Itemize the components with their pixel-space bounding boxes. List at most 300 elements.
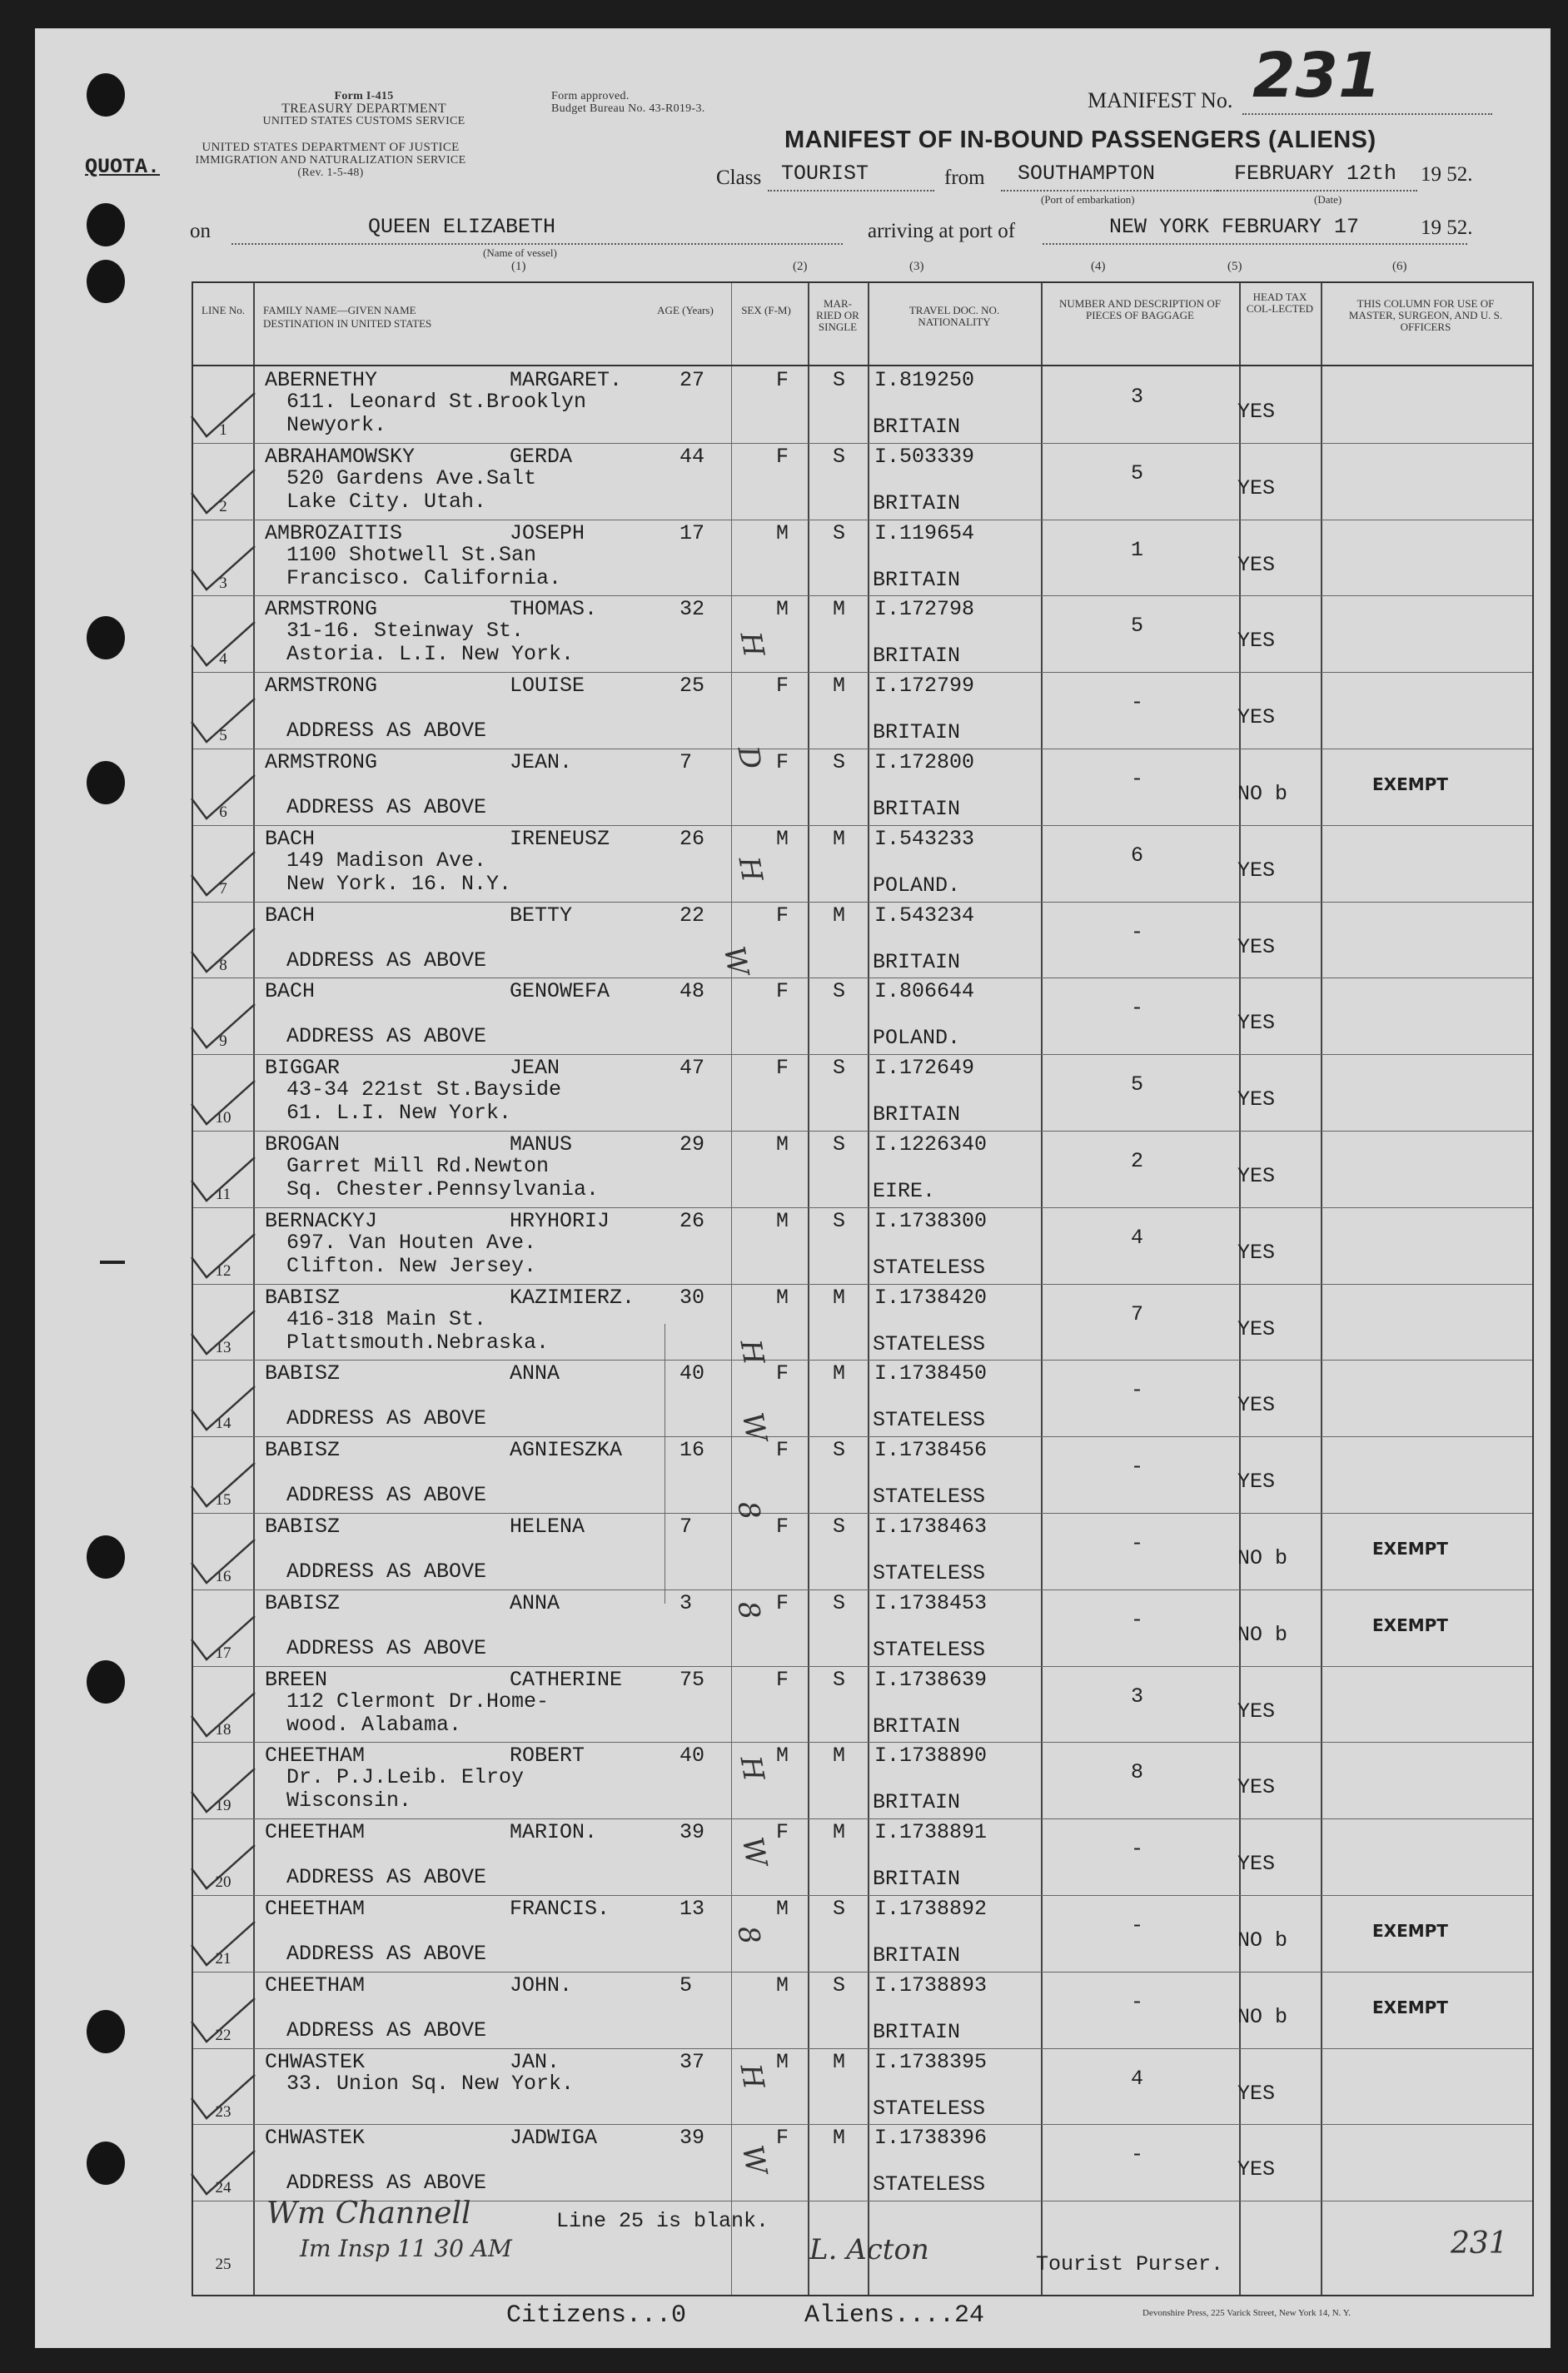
family-name: ABERNETHY xyxy=(265,368,378,392)
address-line-2: ADDRESS AS ABOVE xyxy=(286,948,487,973)
table-row xyxy=(193,978,1532,1054)
header-travel-doc: TRAVEL DOC. NO. NATIONALITY xyxy=(908,304,1000,328)
sex: M xyxy=(776,1973,789,1997)
married-single: M xyxy=(833,1820,846,1845)
travel-doc: I.543233 xyxy=(874,826,975,851)
baggage: - xyxy=(1131,767,1144,791)
officer-note: EXEMPT xyxy=(1372,1997,1448,2017)
punch-hole xyxy=(87,2142,125,2185)
handwritten-mark: H xyxy=(733,1336,771,1368)
row-rule xyxy=(193,1360,1532,1361)
travel-doc: I.1738639 xyxy=(874,1667,988,1692)
table-row xyxy=(193,902,1532,978)
line-number: 18 xyxy=(215,1720,231,1739)
punch-hole xyxy=(87,73,125,117)
officer-note: EXEMPT xyxy=(1372,1614,1448,1635)
table-row xyxy=(193,1131,1532,1207)
head-tax: YES xyxy=(1237,1393,1276,1418)
travel-doc: I.119654 xyxy=(874,520,975,545)
address-line-1: 33. Union Sq. New York. xyxy=(286,2071,575,2096)
header-age: AGE (Years) xyxy=(657,304,714,316)
vessel-line xyxy=(231,243,843,245)
nationality: BRITAIN xyxy=(873,720,961,745)
given-name: MARION. xyxy=(510,1820,598,1845)
travel-doc: I.1738892 xyxy=(874,1897,988,1921)
check-mark xyxy=(185,1614,260,1664)
age: 39 xyxy=(679,2126,705,2151)
nationality: EIRE. xyxy=(873,1179,936,1203)
sex: M xyxy=(776,1744,789,1769)
doj-block xyxy=(189,142,472,179)
table-row xyxy=(193,366,1532,443)
baggage: 5 xyxy=(1131,460,1144,485)
address-line-1: 43-34 221st St.Bayside xyxy=(286,1077,562,1102)
age: 30 xyxy=(679,1285,705,1310)
nationality: STATELESS xyxy=(873,1408,986,1433)
row-rule xyxy=(193,1207,1532,1208)
head-tax: YES xyxy=(1237,858,1276,883)
head-tax: YES xyxy=(1237,1164,1276,1188)
given-name: JAN. xyxy=(510,2049,560,2074)
given-name: HELENA xyxy=(510,1515,585,1539)
married-single: M xyxy=(833,597,846,622)
table-row xyxy=(193,672,1532,749)
family-name: CHEETHAM xyxy=(265,1973,366,1997)
table-row xyxy=(193,1054,1532,1131)
line-number: 24 xyxy=(215,2179,231,2197)
nationality: BRITAIN xyxy=(873,949,961,974)
on-label: on xyxy=(190,220,211,242)
married-single: S xyxy=(833,520,846,545)
table-row xyxy=(193,1818,1532,1895)
family-name: BABISZ xyxy=(265,1438,341,1463)
given-name: BETTY xyxy=(510,903,573,928)
handwritten-mark: D xyxy=(730,744,768,772)
sex: F xyxy=(776,979,789,1004)
line-number: 22 xyxy=(215,2026,231,2044)
nationality: BRITAIN xyxy=(873,644,961,669)
sex: F xyxy=(776,368,789,392)
table-row xyxy=(193,1895,1532,1972)
row-rule xyxy=(193,2124,1532,2125)
given-name: LOUISE xyxy=(510,674,585,699)
travel-doc: I.1738890 xyxy=(874,1744,988,1769)
given-name: JEAN xyxy=(510,1056,560,1081)
check-mark xyxy=(185,1002,260,1052)
line-number: 11 xyxy=(215,1186,231,1203)
line-number: 4 xyxy=(219,650,227,669)
officer-note: EXEMPT xyxy=(1372,774,1448,794)
address-line-2: ADDRESS AS ABOVE xyxy=(286,795,487,819)
row-rule xyxy=(193,1589,1532,1590)
age: 7 xyxy=(679,1515,693,1539)
baggage: - xyxy=(1131,2142,1144,2167)
married-single: M xyxy=(833,674,846,699)
nationality: STATELESS xyxy=(873,1331,986,1356)
family-name: ARMSTRONG xyxy=(265,674,378,699)
table-row xyxy=(193,1972,1532,2048)
age: 26 xyxy=(679,1208,705,1233)
handwritten-mark: W xyxy=(734,2142,774,2177)
check-mark xyxy=(185,1767,260,1817)
travel-doc: I.172799 xyxy=(874,674,975,699)
row-rule xyxy=(193,1972,1532,1973)
address-line-2: ADDRESS AS ABOVE xyxy=(286,1942,487,1966)
sex: M xyxy=(776,2049,789,2074)
line-number: 8 xyxy=(219,956,227,974)
table-row xyxy=(193,595,1532,672)
colnum-6: (6) xyxy=(1392,260,1407,273)
address-line-2: Wisconsin. xyxy=(286,1788,412,1813)
header-married: MAR-RIED OR SINGLE xyxy=(816,297,859,333)
line-number: 23 xyxy=(215,2102,231,2121)
sex: M xyxy=(776,826,789,851)
row-rule xyxy=(193,1513,1532,1514)
head-tax: NO b xyxy=(1237,1928,1288,1953)
from-label: from xyxy=(944,167,985,189)
check-mark xyxy=(185,468,260,518)
row-rule xyxy=(193,1666,1532,1667)
date-year: 19 52. xyxy=(1421,163,1473,186)
head-tax: YES xyxy=(1237,475,1276,500)
sex: F xyxy=(776,1438,789,1463)
handwritten-mark: H xyxy=(733,2061,771,2092)
age: 17 xyxy=(679,520,705,545)
address-line-1: 416-318 Main St. xyxy=(286,1306,487,1331)
line-number: 2 xyxy=(219,497,227,515)
punch-hole xyxy=(87,1660,125,1704)
doj-title: UNITED STATES DEPARTMENT OF JUSTICE xyxy=(202,141,460,154)
head-tax: YES xyxy=(1237,1240,1276,1265)
family-name: CHWASTEK xyxy=(265,2126,366,2151)
travel-doc: I.1738300 xyxy=(874,1208,988,1233)
sex: F xyxy=(776,1361,789,1386)
line-number: 13 xyxy=(215,1338,231,1356)
line-number: 6 xyxy=(219,803,227,821)
address-line-2: ADDRESS AS ABOVE xyxy=(286,2171,487,2196)
nationality: POLAND. xyxy=(873,1026,961,1051)
row-rule xyxy=(193,1054,1532,1055)
address-line-1: Garret Mill Rd.Newton xyxy=(286,1154,550,1178)
budget-bureau: Budget Bureau No. 43-R019-3. xyxy=(551,102,705,115)
header-destination: DESTINATION IN UNITED STATES xyxy=(263,317,432,330)
given-name: JEAN. xyxy=(510,750,573,774)
sex: F xyxy=(776,1056,789,1081)
row-rule xyxy=(193,1818,1532,1819)
citizens-count: Citizens...0 xyxy=(506,2301,687,2330)
quota-label: QUOTA. xyxy=(85,155,161,179)
married-single: S xyxy=(833,750,846,774)
class-label: Class xyxy=(716,167,762,189)
date-value: FEBRUARY 12th xyxy=(1234,162,1397,186)
age: 5 xyxy=(679,1973,693,1997)
address-line-2: Astoria. L.I. New York. xyxy=(286,642,575,667)
age: 75 xyxy=(679,1667,705,1692)
address-line-2: ADDRESS AS ABOVE xyxy=(286,1483,487,1508)
address-line-2: Francisco. California. xyxy=(286,565,562,590)
travel-doc: I.806644 xyxy=(874,979,975,1004)
officer-note: EXEMPT xyxy=(1372,1921,1448,1941)
baggage: - xyxy=(1131,1913,1144,1938)
baggage: 5 xyxy=(1131,1072,1144,1097)
head-tax: YES xyxy=(1237,705,1276,730)
nationality: BRITAIN xyxy=(873,1790,961,1815)
baggage: 1 xyxy=(1131,537,1144,562)
table-row xyxy=(193,1284,1532,1361)
punch-hole xyxy=(87,1535,125,1579)
punch-mark xyxy=(100,1261,125,1264)
given-name: CATHERINE xyxy=(510,1667,623,1692)
nationality: STATELESS xyxy=(873,1561,986,1585)
date-line xyxy=(1217,190,1417,192)
age: 44 xyxy=(679,444,705,469)
head-tax: NO b xyxy=(1237,1622,1288,1647)
check-mark xyxy=(185,2149,260,2199)
colnum-5: (5) xyxy=(1227,260,1242,273)
nationality: BRITAIN xyxy=(873,797,961,821)
baggage: 2 xyxy=(1131,1149,1144,1173)
address-line-1: Dr. P.J.Leib. Elroy xyxy=(286,1765,525,1790)
head-tax: YES xyxy=(1237,1087,1276,1112)
head-tax: YES xyxy=(1237,629,1276,654)
nationality: BRITAIN xyxy=(873,2019,961,2044)
manifest-sheet xyxy=(35,28,1551,2348)
sex: M xyxy=(776,597,789,622)
travel-doc: I.543234 xyxy=(874,903,975,928)
check-mark xyxy=(185,774,260,823)
check-mark xyxy=(185,545,260,594)
sex: M xyxy=(776,1132,789,1157)
given-name: AGNIESZKA xyxy=(510,1438,623,1463)
family-name: CHWASTEK xyxy=(265,2049,366,2074)
row-rule xyxy=(193,2048,1532,2049)
table-row xyxy=(193,825,1532,902)
nationality: BRITAIN xyxy=(873,1867,961,1892)
nationality: STATELESS xyxy=(873,2172,986,2197)
address-line-2: ADDRESS AS ABOVE xyxy=(286,1560,487,1584)
sex: F xyxy=(776,2126,789,2151)
baggage: 4 xyxy=(1131,1225,1144,1250)
address-line-2: Plattsmouth.Nebraska. xyxy=(286,1330,550,1355)
head-tax: YES xyxy=(1237,1316,1276,1341)
given-name: MARGARET. xyxy=(510,368,623,392)
table-row xyxy=(193,1589,1532,1666)
arriving-label: arriving at port of xyxy=(868,220,1016,242)
form-approved-block xyxy=(551,90,751,115)
baggage: 6 xyxy=(1131,843,1144,868)
nationality: STATELESS xyxy=(873,1637,986,1662)
sex: M xyxy=(776,1208,789,1233)
given-name: JOSEPH xyxy=(510,520,585,545)
travel-doc: I.1738893 xyxy=(874,1973,988,1997)
address-line-2: ADDRESS AS ABOVE xyxy=(286,1865,487,1890)
row-rule xyxy=(193,1742,1532,1743)
travel-doc: I.819250 xyxy=(874,368,975,392)
sex: F xyxy=(776,674,789,699)
given-name: THOMAS. xyxy=(510,597,598,622)
travel-doc: I.1738396 xyxy=(874,2126,988,2151)
table-row xyxy=(193,2124,1532,2201)
line-number: 1 xyxy=(219,421,227,439)
given-name: ROBERT xyxy=(510,1744,585,1769)
table-row xyxy=(193,1742,1532,1818)
family-name: CHEETHAM xyxy=(265,1744,366,1769)
purser-signature: L. Acton xyxy=(809,2233,929,2266)
address-line-2: ADDRESS AS ABOVE xyxy=(286,1406,487,1431)
handwritten-mark: 8 xyxy=(730,1498,767,1523)
table-row xyxy=(193,443,1532,520)
address-line-1: 1100 Shotwell St.San xyxy=(286,542,537,567)
head-tax: YES xyxy=(1237,1699,1276,1724)
date-caption: (Date) xyxy=(1314,193,1342,206)
check-mark xyxy=(185,1843,260,1893)
nationality: STATELESS xyxy=(873,1255,986,1280)
sex: F xyxy=(776,1667,789,1692)
handwritten-mark: H xyxy=(733,1753,771,1784)
row-rule xyxy=(193,902,1532,903)
married-single: S xyxy=(833,1438,846,1463)
married-single: M xyxy=(833,903,846,928)
baggage: 7 xyxy=(1131,1301,1144,1326)
married-single: S xyxy=(833,1515,846,1539)
handwritten-mark: 8 xyxy=(730,1923,767,1948)
check-mark xyxy=(185,620,260,670)
age: 27 xyxy=(679,368,705,392)
inspector-signature: Wm Channell xyxy=(266,2196,471,2231)
colnum-2: (2) xyxy=(793,260,808,273)
line-number: 16 xyxy=(215,1568,231,1585)
family-name: CHEETHAM xyxy=(265,1820,366,1845)
given-name: MANUS xyxy=(510,1132,573,1157)
check-mark xyxy=(185,927,260,977)
handwritten-mark: 8 xyxy=(730,1598,767,1623)
check-mark xyxy=(185,391,260,441)
header-sex: SEX (F-M) xyxy=(741,304,791,316)
age: 39 xyxy=(679,1820,705,1845)
married-single: S xyxy=(833,1973,846,1997)
sex: F xyxy=(776,1590,789,1615)
head-tax: YES xyxy=(1237,2157,1276,2182)
married-single: S xyxy=(833,1132,846,1157)
check-mark xyxy=(185,1079,260,1129)
age: 16 xyxy=(679,1438,705,1463)
line-number: 14 xyxy=(215,1415,231,1433)
family-name: BABISZ xyxy=(265,1590,341,1615)
given-name: JADWIGA xyxy=(510,2126,598,2151)
ins-title: IMMIGRATION AND NATURALIZATION SERVICE xyxy=(195,154,466,167)
blank-line-note: Line 25 is blank. xyxy=(556,2209,769,2234)
line-number: 15 xyxy=(215,1491,231,1510)
baggage: 3 xyxy=(1131,385,1144,409)
family-name: CHEETHAM xyxy=(265,1897,366,1921)
age: 40 xyxy=(679,1744,705,1769)
family-name: ARMSTRONG xyxy=(265,597,378,622)
table-row xyxy=(193,1513,1532,1589)
table-row xyxy=(193,749,1532,825)
address-line-1: 520 Gardens Ave.Salt xyxy=(286,465,537,490)
vessel-colnum: (1) xyxy=(511,260,526,273)
travel-doc: I.1738453 xyxy=(874,1590,988,1615)
line-number: 5 xyxy=(219,727,227,745)
family-name: ARMSTRONG xyxy=(265,750,378,774)
sex: F xyxy=(776,1515,789,1539)
age: 47 xyxy=(679,1056,705,1081)
header-officers: THIS COLUMN FOR USE OF MASTER, SURGEON, AND U. S. OFFICERS xyxy=(1348,297,1503,333)
given-name: JOHN. xyxy=(510,1973,573,1997)
family-name: ABRAHAMOWSKY xyxy=(265,444,416,469)
row-rule xyxy=(193,1131,1532,1132)
from-line xyxy=(1001,190,1217,192)
line-number: 21 xyxy=(215,1950,231,1968)
married-single: M xyxy=(833,1361,846,1386)
row-rule xyxy=(193,825,1532,826)
family-name: BERNACKYJ xyxy=(265,1208,378,1233)
sex: F xyxy=(776,444,789,469)
given-name: GENOWEFA xyxy=(510,979,610,1004)
arrival-year: 19 52. xyxy=(1421,216,1473,239)
baggage: - xyxy=(1131,1531,1144,1555)
baggage: 3 xyxy=(1131,1684,1144,1709)
sex: M xyxy=(776,1897,789,1921)
travel-doc: I.1738463 xyxy=(874,1515,988,1539)
address-line-2: ADDRESS AS ABOVE xyxy=(286,1635,487,1660)
age: 29 xyxy=(679,1132,705,1157)
sex: M xyxy=(776,520,789,545)
given-name: GERDA xyxy=(510,444,573,469)
officer-note: EXEMPT xyxy=(1372,1539,1448,1559)
married-single: M xyxy=(833,2049,846,2074)
vessel-name: QUEEN ELIZABETH xyxy=(368,215,556,239)
header-name: FAMILY NAME—GIVEN NAME xyxy=(263,304,416,316)
row-rule xyxy=(193,672,1532,673)
head-tax: YES xyxy=(1237,1011,1276,1036)
check-mark xyxy=(185,1997,260,2047)
nationality: STATELESS xyxy=(873,1485,986,1510)
head-tax: YES xyxy=(1237,2081,1276,2106)
family-name: BABISZ xyxy=(265,1515,341,1539)
age: 25 xyxy=(679,674,705,699)
address-line-2: New York. 16. N.Y. xyxy=(286,871,512,896)
married-single: M xyxy=(833,1285,846,1310)
class-line xyxy=(768,190,934,192)
punch-hole xyxy=(87,260,125,303)
manifest-no-line xyxy=(1242,113,1492,115)
married-single: S xyxy=(833,444,846,469)
head-tax: NO b xyxy=(1237,2004,1288,2029)
sex: F xyxy=(776,750,789,774)
given-name: IRENEUSZ xyxy=(510,826,610,851)
baggage: - xyxy=(1131,1455,1144,1480)
address-line-2: wood. Alabama. xyxy=(286,1712,462,1737)
married-single: S xyxy=(833,1667,846,1692)
age: 7 xyxy=(679,750,693,774)
travel-doc: I.503339 xyxy=(874,444,975,469)
manifest-no-value: 231 xyxy=(1252,40,1381,112)
check-mark xyxy=(185,1232,260,1282)
baggage: - xyxy=(1131,1378,1144,1403)
class-value: TOURIST xyxy=(781,162,869,186)
check-mark xyxy=(185,1461,260,1511)
check-mark xyxy=(185,850,260,900)
address-line-2: ADDRESS AS ABOVE xyxy=(286,2017,487,2042)
header-line-no: LINE No. xyxy=(202,304,245,316)
head-tax: NO b xyxy=(1237,782,1288,806)
form-approved: Form approved. xyxy=(551,90,630,102)
corner-number: 231 xyxy=(1451,2226,1508,2261)
age: 48 xyxy=(679,979,705,1004)
check-mark xyxy=(185,1385,260,1435)
family-name: BROGAN xyxy=(265,1132,341,1157)
